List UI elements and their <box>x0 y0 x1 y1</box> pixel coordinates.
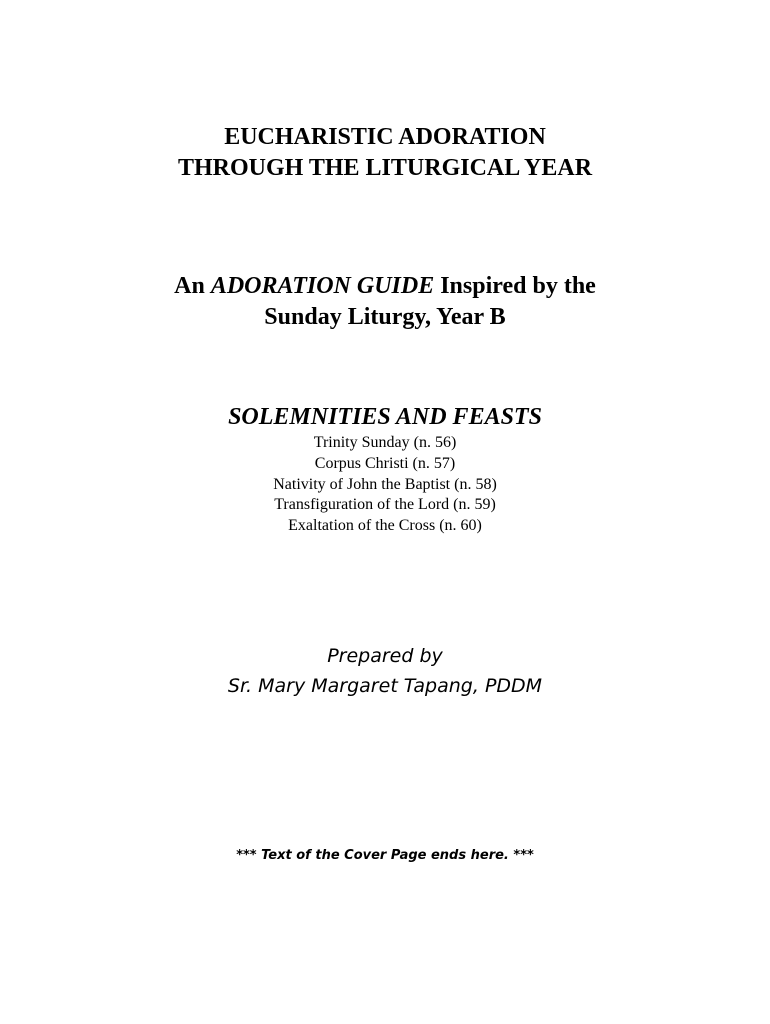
prepared-by-label: Prepared by <box>327 645 443 667</box>
author-name: Sr. Mary Margaret Tapang, PDDM <box>227 675 543 697</box>
subtitle-line-2: Sunday Liturgy, Year B <box>264 304 506 330</box>
title-line-2: THROUGH THE LITURGICAL YEAR <box>177 155 593 181</box>
document-subtitle <box>0 271 770 333</box>
feast-list <box>0 433 770 537</box>
subtitle-suffix: Inspired by the <box>440 273 596 299</box>
subtitle-prefix: An <box>174 273 205 299</box>
subtitle-line-1 <box>0 271 770 302</box>
section-heading: SOLEMNITIES AND FEASTS <box>228 404 542 430</box>
credits <box>0 641 770 701</box>
cover-end-note: *** Text of the Cover Page ends here. *** <box>236 848 534 863</box>
title-line-1: EUCHARISTIC ADORATION <box>224 124 546 150</box>
feast-item-transfiguration: Transfiguration of the Lord (n. 59) <box>274 496 496 514</box>
feast-item-trinity-sunday: Trinity Sunday (n. 56) <box>313 434 457 451</box>
feast-item-exaltation-cross: Exaltation of the Cross (n. 60) <box>288 517 482 535</box>
feast-item-corpus-christi: Corpus Christi (n. 57) <box>314 454 456 472</box>
feast-item-nativity-john-baptist: Nativity of John the Baptist (n. 58) <box>273 475 497 493</box>
document-title <box>0 122 770 184</box>
subtitle-emphasis: ADORATION GUIDE <box>210 273 435 299</box>
